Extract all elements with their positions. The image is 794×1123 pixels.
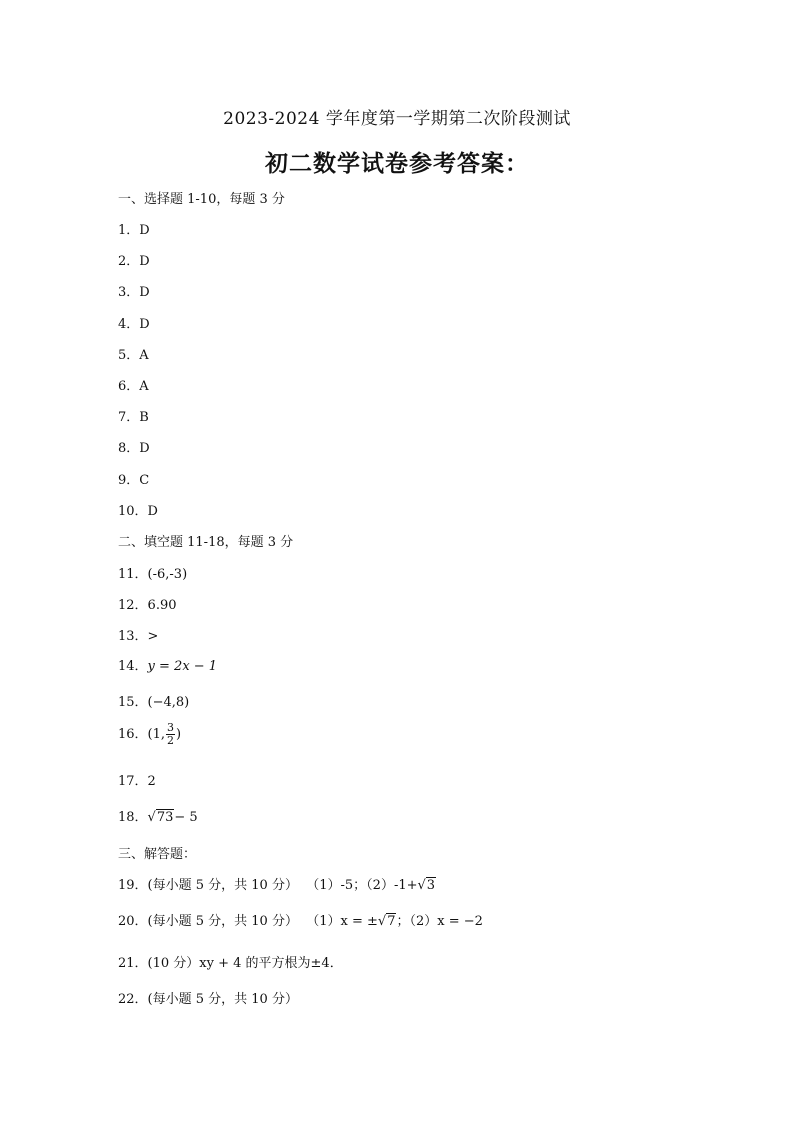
answer-value: (-6,-3) [147, 567, 188, 582]
sqrt-symbol: √3 [417, 878, 436, 893]
answer-equation: y = 2x − 1 [147, 659, 218, 674]
answer-line: 19．(每小题 5 分，共 10 分） （1）-5；（2）-1+√3 [118, 878, 436, 893]
answer-line: 5．A [118, 348, 149, 363]
answer-line: 18．√73− 5 [118, 810, 198, 825]
answer-value: (−4,8) [147, 695, 190, 710]
answer-value: D [147, 504, 158, 519]
answer-value: D [139, 223, 150, 238]
answer-line: 7．B [118, 410, 149, 425]
answer-value: D [139, 285, 150, 300]
answer-line: 22．(每小题 5 分，共 10 分） [118, 992, 298, 1007]
answer-value: D [139, 317, 150, 332]
answer-line: 8．D [118, 441, 150, 456]
answer-line: 20．(每小题 5 分，共 10 分） （1）x = ±√7；（2）x = −2 [118, 914, 483, 929]
answer-key-title: 初二数学试卷参考答案： [265, 150, 529, 177]
answer-line: 4．D [118, 317, 150, 332]
answer-value: A [139, 379, 149, 394]
answer-line: 10．D [118, 504, 158, 519]
answer-line: 12．6.90 [118, 598, 177, 613]
answer-line: 21．(10 分）xy + 4 的平方根为±4． [118, 956, 343, 971]
answer-line: 11．(-6,-3) [118, 567, 188, 582]
section-3-heading: 三、解答题： [118, 847, 197, 862]
answer-line: 2．D [118, 254, 150, 269]
answer-line: 3．D [118, 285, 150, 300]
answer-line: 14．y = 2x − 1 [118, 659, 218, 674]
answer-line: 13．> [118, 629, 159, 644]
answer-value: C [139, 473, 150, 488]
answer-value: 6.90 [147, 598, 177, 613]
answer-line: 6．A [118, 379, 149, 394]
answer-line: 15．(−4,8) [118, 695, 190, 710]
answer-line: 17．2 [118, 774, 156, 789]
answer-line: 16．(1, $\frac{3}{2}$ ) [118, 721, 182, 747]
fraction: $\frac{3}{2}$ [167, 721, 175, 747]
answer-value: D [139, 441, 150, 456]
section-2-heading: 二、填空题 11-18，每题 3 分 [118, 535, 294, 550]
answer-line: 9．C [118, 473, 150, 488]
sqrt-symbol: √73 [147, 810, 174, 825]
answer-value: 2 [147, 774, 156, 789]
answer-value: B [139, 410, 149, 425]
answer-value: D [139, 254, 150, 269]
answer-value: > [147, 629, 159, 644]
sqrt-symbol: √7 [377, 914, 396, 929]
section-1-heading: 一、选择题 1-10，每题 3 分 [118, 192, 285, 207]
answer-value: A [139, 348, 149, 363]
exam-title: 2023-2024 学年度第一学期第二次阶段测试 [223, 109, 571, 129]
answer-line: 1．D [118, 223, 150, 238]
